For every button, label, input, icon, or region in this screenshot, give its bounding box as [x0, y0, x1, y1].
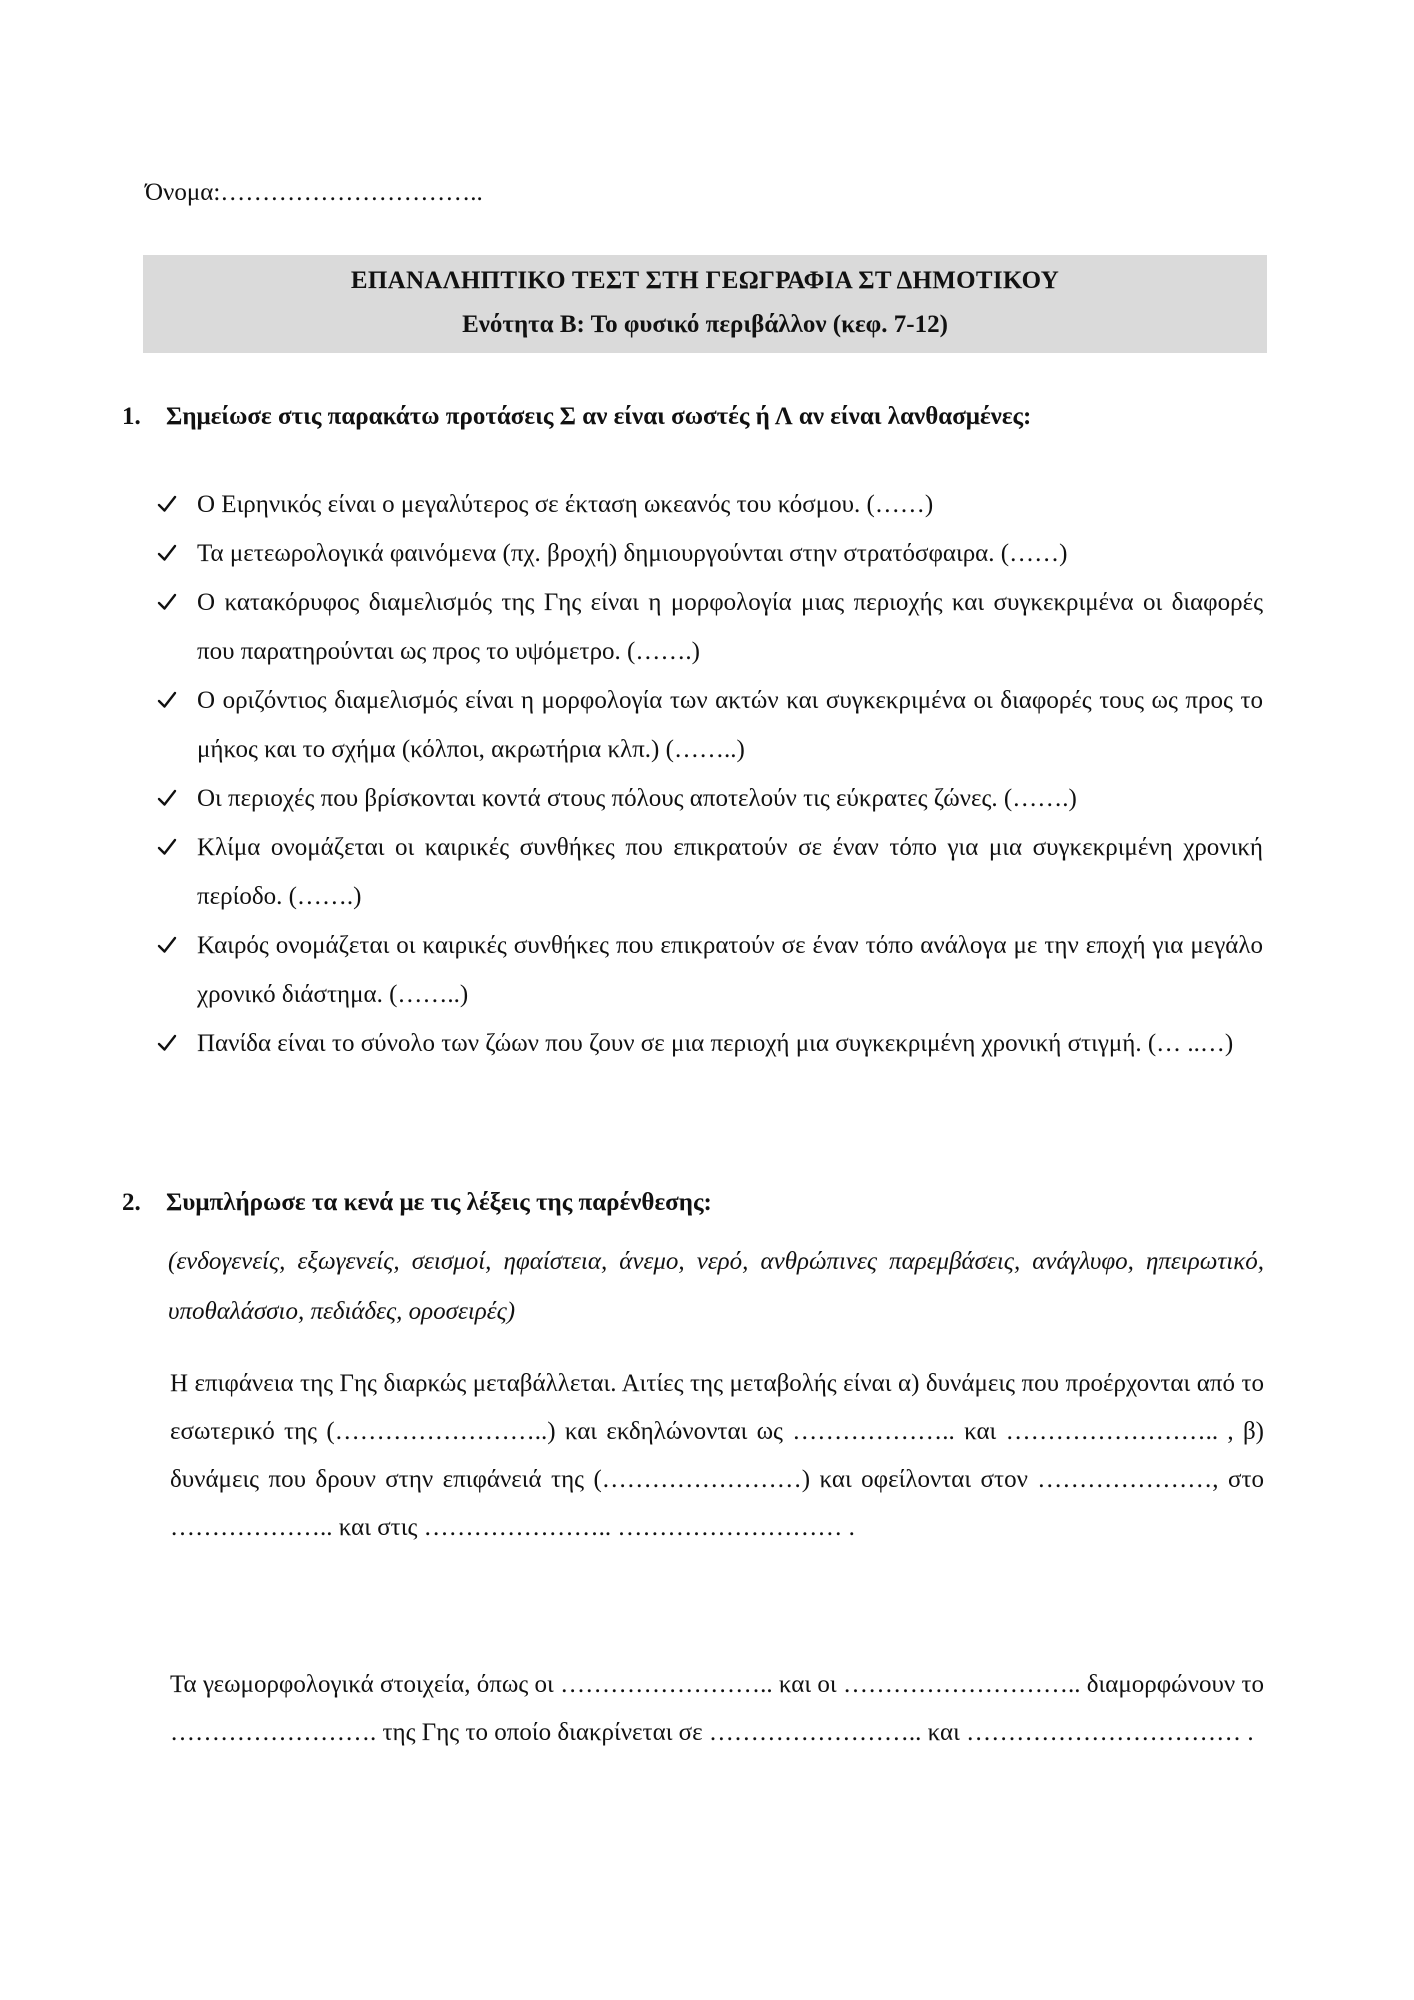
question-2-number: 2. [122, 1189, 141, 1216]
statement-item [155, 578, 1263, 676]
statement-text: Ο Ειρηνικός είναι ο μεγαλύτερος σε έκταση ωκεανός του κόσμου. (……) [197, 491, 934, 518]
true-false-statements [155, 480, 1263, 1068]
statement-text: Κλίμα ονομάζεται οι καιρικές συνθήκες που επικρατούν σε έναν τόπο για μια συγκεκριμένη χρονική περίοδο. (…….) [197, 834, 1263, 910]
check-mark-icon [155, 921, 181, 970]
fill-in-paragraph-2: Τα γεωμορφολογικά στοιχεία, όπως οι …………………….. και οι ……………………….. διαμορφώνουν το ……………………. της Γης το οποίο διακρίνεται σε …………………….. και …………………………… . [170, 1671, 1264, 1746]
check-mark-icon [155, 529, 181, 578]
check-mark-icon [155, 1019, 181, 1068]
worksheet-subtitle: Ενότητα Β: Το φυσικό περιβάλλον (κεφ. 7-12) [462, 311, 948, 338]
statement-text: Πανίδα είναι το σύνολο των ζώων που ζουν σε μια περιοχή μια συγκεκριμένη χρονική στιγμή. (… ..…) [197, 1030, 1234, 1057]
word-bank: (ενδογενείς, εξωγενείς, σεισμοί, ηφαίστεια, άνεμο, νερό, ανθρώπινες παρεμβάσεις, ανάγλυφο, ηπειρωτικό, υποθαλάσσιο, πεδιάδες, οροσειρές) [168, 1248, 1264, 1325]
question-2-prompt: Συμπλήρωσε τα κενά με τις λέξεις της παρένθεσης: [166, 1189, 712, 1216]
check-mark-icon [155, 480, 181, 529]
student-name-field: Όνομα:………………………….. [145, 179, 483, 206]
statement-text: Καιρός ονομάζεται οι καιρικές συνθήκες που επικρατούν σε έναν τόπο ανάλογα με την εποχή για μεγάλο χρονικό διάστημα. (……..) [197, 932, 1263, 1008]
statement-text: Τα μετεωρολογικά φαινόμενα (πχ. βροχή) δημιουργούνται στην στρατόσφαιρα. (……) [197, 540, 1068, 567]
statement-item [155, 774, 1263, 823]
check-mark-icon [155, 823, 181, 872]
statement-item [155, 676, 1263, 774]
title-banner [143, 255, 1267, 353]
question-2-heading [122, 1186, 712, 1220]
statement-item [155, 480, 1263, 529]
question-1-prompt: Σημείωσε στις παρακάτω προτάσεις Σ αν είναι σωστές ή Λ αν είναι λανθασμένες: [166, 403, 1032, 430]
statement-item [155, 823, 1263, 921]
check-mark-icon [155, 676, 181, 725]
fill-in-paragraph-1: Η επιφάνεια της Γης διαρκώς μεταβάλλεται. Αιτίες της μεταβολής είναι α) δυνάμεις που προέρχονται από το εσωτερικό της (……………………..) και εκδηλώνονται ως ……………….. και …………………….. , β) δυνάμεις που δρουν στην επιφάνειά της (……………………) και οφείλονται στον …………………, στο ……………….. και στις ………………….. ……………………… . [170, 1370, 1264, 1541]
check-mark-icon [155, 578, 181, 627]
statement-text: Οι περιοχές που βρίσκονται κοντά στους πόλους αποτελούν τις εύκρατες ζώνες. (…….) [197, 785, 1077, 812]
check-mark-icon [155, 774, 181, 823]
statement-item [155, 1019, 1263, 1068]
question-1-number: 1. [122, 403, 141, 430]
statement-item [155, 921, 1263, 1019]
statement-item [155, 529, 1263, 578]
worksheet-title: ΕΠΑΝΑΛΗΠΤΙΚΟ ΤΕΣΤ ΣΤΗ ΓΕΩΓΡΑΦΙΑ ΣΤ ΔΗΜΟΤΙΚΟΥ [350, 267, 1060, 294]
question-1-heading [122, 400, 1031, 434]
statement-text: Ο κατακόρυφος διαμελισμός της Γης είναι η μορφολογία μιας περιοχής και συγκεκριμένα οι διαφορές που παρατηρούνται ως προς το υψόμετρο. (…….) [197, 589, 1263, 665]
statement-text: Ο οριζόντιος διαμελισμός είναι η μορφολογία των ακτών και συγκεκριμένα οι διαφορές τους ως προς το μήκος και το σχήμα (κόλποι, ακρωτήρια κλπ.) (……..) [197, 687, 1263, 763]
